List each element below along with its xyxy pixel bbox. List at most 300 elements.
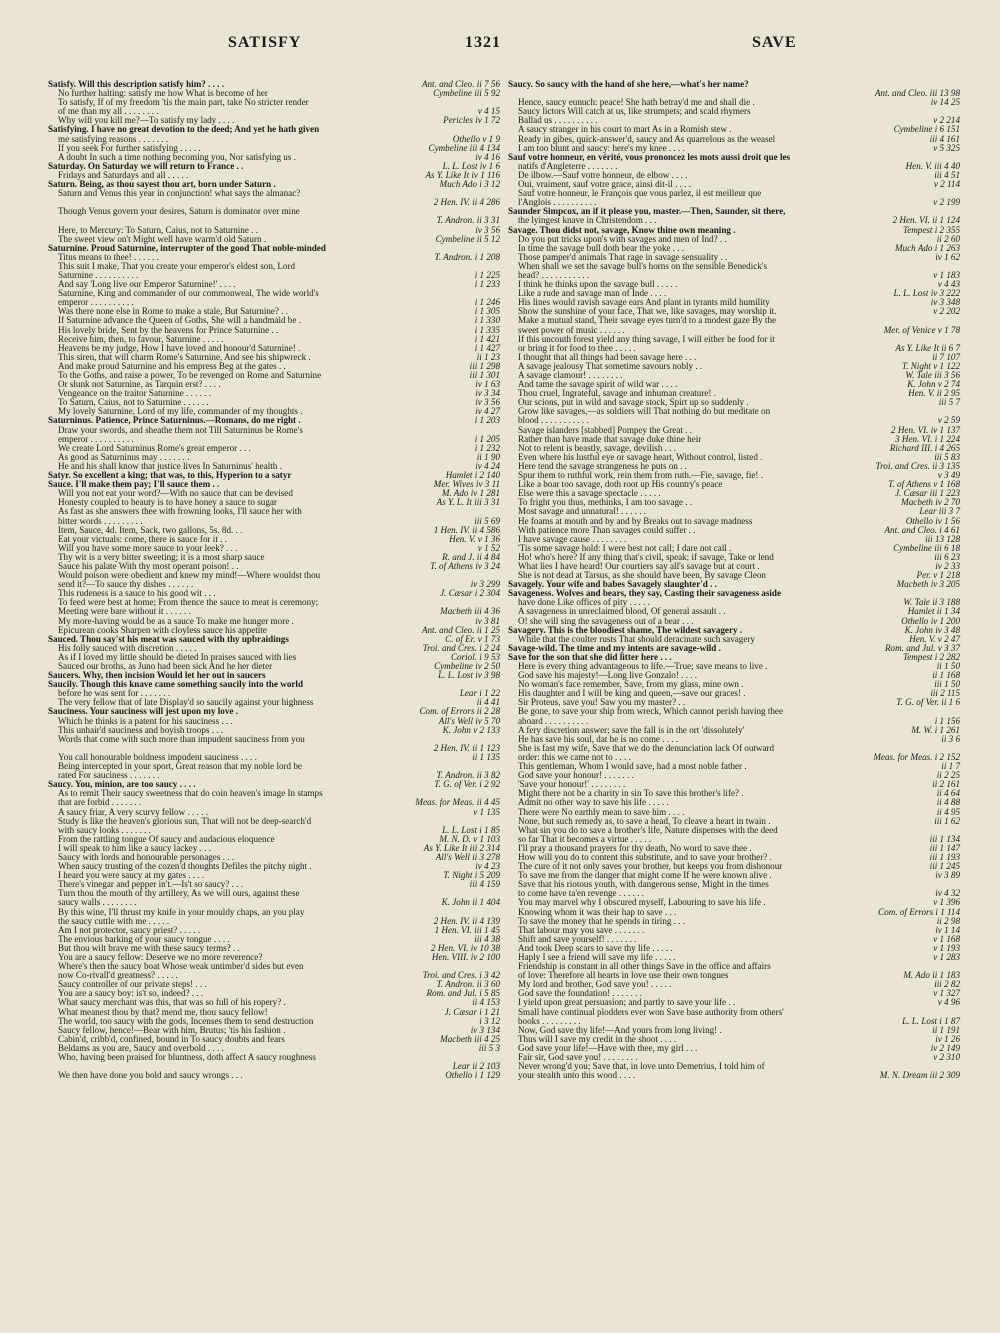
reference-citation: ii 1 23 [476, 351, 500, 362]
reference-citation: ii 2 161 [932, 779, 960, 790]
reference-citation: ii 2 25 [936, 770, 960, 781]
reference-citation: As Y. L. It iii 3 31 [436, 497, 500, 508]
quotation-text: As to remit Their saucy sweetness that do coin heaven's image In stamps [58, 788, 323, 799]
reference-citation: ii 4 153 [472, 997, 500, 1008]
quotation-text: to come have ta'en revenge . . . . . . [518, 888, 644, 899]
reference-citation: Lear iii 3 7 [919, 506, 960, 517]
quotation-text: that are forbid . . . . . . . [58, 797, 142, 808]
quotation-text: the lyingest knave in Christendom . . . [518, 215, 657, 226]
quotation-text: When shall we set the savage bull's horns on the sensible Benedick's [518, 260, 768, 271]
quotation-text: me satisfying reasons . . . . . . . [58, 133, 169, 144]
quotation-text: Sauce his palate With thy most operant poison! . . [58, 560, 239, 571]
reference-citation: L. L. Lost iv 3 222 [893, 288, 960, 299]
reference-citation: v 2 214 [933, 115, 960, 126]
quotation-text: Saucy. So saucy with the hand of she here,—what's her name? [508, 79, 749, 89]
reference-citation: iii 5 83 [934, 451, 960, 462]
quotation-text: By this wine, I'll thrust my knife in your mouldy chaps, an you play [58, 906, 305, 917]
quotation-line [48, 1053, 500, 1062]
quotation-text: Ho! who's here? If any thing that's civil, speak; if savage, Take or lend [518, 551, 774, 562]
quotation-text: Knowing whom it was their hap to save . . . [518, 906, 677, 917]
quotation-line [48, 189, 500, 198]
quotation-text: None, but such remedy as, to save a head, To cleave a heart in twain . [518, 815, 771, 826]
page-number: 1321 [465, 34, 501, 51]
reference-citation: Ant. and Cleo. ii 7 56 [421, 79, 500, 89]
quotation-text: God save the foundation! . . . . . . . [518, 988, 643, 999]
reference-citation: iii 1 62 [934, 815, 960, 826]
reference-citation: L. L. Lost iv 1 6 [442, 160, 500, 171]
quotation-text: Now, God save thy life!—And yours from long living! . [518, 1024, 722, 1035]
reference-citation: v 1 135 [473, 806, 500, 817]
reference-citation: T. Andron. ii 3 82 [436, 770, 500, 781]
reference-citation: Troi. and Cres. ii 3 135 [875, 460, 960, 471]
quotation-text: Item, Sauce, 4d. Item, Sack, two gallons, 5s. 8d. . . [58, 524, 243, 535]
reference-citation: i 1 232 [474, 442, 500, 453]
quotation-text: Draw your swords, and sheathe them not Till Saturninus be Rome's [58, 424, 303, 435]
quotation-text: Sir Proteus, save you! Saw you my master? . . [518, 697, 686, 708]
reference-citation: K. John iv 3 48 [904, 624, 960, 635]
reference-citation: iv 4 32 [935, 888, 960, 899]
reference-citation: T. G. of Ver. i 2 92 [434, 779, 500, 790]
reference-citation: iv 4 23 [475, 861, 500, 872]
reference-citation: K. John v 2 74 [907, 379, 960, 390]
quotation-text: Not to relent is beastly, savage, devilish . . . [518, 442, 677, 453]
reference-citation: M. N. D. v 1 103 [439, 833, 500, 844]
reference-citation: T. Night i 5 209 [443, 870, 500, 881]
quotation-text: l'Anglois . . . . . . . . . . [518, 197, 597, 208]
quotation-text: Would poison were obedient and knew my mind!—Where wouldst thou [58, 570, 321, 581]
quotation-text: When saucy trusting of the cozen'd thoughts Defiles the pitchy night . [58, 861, 312, 872]
reference-citation: 1 Hen. VI. iii 1 45 [434, 924, 500, 935]
reference-citation: M. N. Dream iii 2 309 [879, 1070, 960, 1081]
reference-citation: Ant. and Cleo. ii 1 25 [421, 624, 500, 635]
right-column [508, 80, 960, 1080]
reference-citation: T. Night v 1 122 [901, 360, 960, 371]
reference-citation: Lear ii 2 103 [452, 1061, 500, 1072]
quotation-text: His folly sauced with discretion . . . . . [58, 642, 197, 653]
quotation-text: Was there none else in Rome to make a stale, But Saturnine? . . [58, 306, 289, 317]
quotation-text: Epicurean cooks Sharpen with cloyless sauce his appetite [58, 624, 267, 635]
reference-citation: Macbeth iii 4 36 [440, 606, 500, 617]
quotation-text: There's vinegar and pepper in't.—Is't so saucy? . . . [58, 879, 243, 890]
reference-citation: J. Cæsar i 1 21 [444, 1006, 500, 1017]
quotation-text: Though Venus govern your desires, Saturn is dominator over mine [58, 206, 300, 217]
reference-citation: Richard III. i 4 265 [889, 442, 960, 453]
reference-citation: Tempest i 2 282 [902, 651, 960, 662]
reference-citation: Mer. of Venice v 1 78 [883, 324, 960, 335]
quotation-text: Admit no other way to save his life . . . . . [518, 797, 669, 808]
reference-citation: iv 1 14 [935, 924, 960, 935]
quotation-text: I thought that all things had been savage here . . . [518, 351, 697, 362]
reference-citation: v 5 325 [933, 142, 960, 153]
quotation-text: Shift and save yourself! . . . . . . . [518, 933, 637, 944]
reference-citation: Macbeth iv 2 70 [901, 497, 960, 508]
reference-citation: L. L. Lost i 1 85 [442, 824, 500, 835]
quotation-text: Am I not protector, saucy priest? . . . . . [58, 924, 201, 935]
reference-citation: L. L. Lost iv 3 98 [438, 670, 500, 681]
quotation-text: Spur them to ruthful work, rein them from ruth.—Fie, savage, fie! . [518, 470, 763, 481]
reference-citation: v 4 15 [477, 106, 500, 117]
quotation-text: Sauced. Thou say'st his meat was sauced with thy upbraidings [48, 633, 289, 644]
quotation-text: Saucy with lords and honourable personages . . . [58, 851, 235, 862]
reference-citation: iii 1 298 [469, 360, 500, 371]
reference-citation: i 1 233 [474, 279, 500, 290]
quotation-line [48, 735, 500, 744]
quotation-text: Heavens be my judge, How I have loved and honour'd Saturnine! . [58, 342, 301, 353]
quotation-text: I have savage cause . . . . . . . . [518, 533, 627, 544]
reference-citation: T. Andron. ii 3 60 [436, 979, 500, 990]
quotation-text: To feed were best at home; From thence the sauce to meat is ceremony; [58, 597, 319, 608]
quotation-text: Most savage and unnatural! . . . . . . [518, 506, 647, 517]
quotation-text: To save the money that he spends in tiring . . . [518, 915, 686, 926]
reference-citation: Othello i 1 129 [445, 1070, 500, 1081]
reference-citation: R. and J. ii 4 84 [442, 551, 500, 562]
reference-citation: iv 3 348 [930, 297, 960, 308]
reference-citation: ii 1 191 [932, 1024, 960, 1035]
quotation-text: What sin you do to save a brother's life, Nature dispenses with the deed [518, 824, 778, 835]
quotation-text: Sauce. I'll make them pay; I'll sauce them . . [48, 479, 220, 490]
quotation-text: Saturnine . . . . . . . . . . [58, 269, 139, 280]
quotation-text: of me than my all . . . . . . . . [58, 106, 159, 117]
quotation-text: My lovely Saturnine, Lord of my life, commander of my thoughts . [58, 406, 303, 417]
quotation-text: Thou cruel, Ingrateful, savage and inhuman creature! . [518, 388, 716, 399]
reference-citation: iii 5 69 [474, 515, 500, 526]
quotation-text: The very fellow that of late Display'd so saucily against your highness [58, 697, 314, 708]
reference-citation: i 1 203 [474, 415, 500, 426]
quotation-text: I yield upon great persuasion; and partly to save your life . . [518, 997, 736, 1008]
reference-citation: iii 6 23 [934, 551, 960, 562]
reference-citation: ii 4 64 [936, 788, 960, 799]
reference-citation: Othello v 1 9 [452, 133, 500, 144]
quotation-text: A savage jealousy That sometime savours nobly . . [518, 360, 703, 371]
reference-citation: 1 Hen. IV. ii 4 586 [433, 524, 500, 535]
reference-citation: ii 4 88 [936, 797, 960, 808]
reference-citation: ii 1 50 [936, 661, 960, 671]
reference-citation: T. G. of Ver. ii 1 6 [896, 697, 960, 708]
quotation-text: This unhair'd sauciness and boyish troops . . . [58, 724, 224, 735]
reference-citation: iii 1 134 [929, 833, 960, 844]
quotation-text: Savagely. Your wife and babes Savagely slaughter'd . . [508, 579, 717, 590]
quotation-text: Eat your victuals: come, there is sauce for it . . [58, 533, 227, 544]
quotation-text: This suit I make, That you create your emperor's eldest son, Lord [58, 260, 296, 271]
quotation-text: Thy wit is a very bitter sweeting; it is a most sharp sauce [58, 551, 265, 562]
quotation-text: Ballad us . . . . . . . . . . [518, 115, 598, 126]
reference-citation: 2 Hen. IV. ii 4 286 [433, 197, 500, 208]
quotation-line [508, 1071, 960, 1080]
quotation-text: Saucy. You, minion, are too saucy . . . . [48, 779, 196, 790]
quotation-text: What lies I have heard! Our courtiers say all's savage but at court . [518, 560, 760, 571]
reference-citation: ii 1 135 [472, 751, 500, 762]
reference-citation: Othello iv 1 200 [901, 615, 960, 626]
running-head-right: SAVE [752, 34, 797, 51]
reference-citation: Hen. V. v 2 47 [909, 633, 960, 644]
quotation-text: Sauf votre honneur, en vérité, vous prononcez les mots aussi droit que les [508, 151, 791, 162]
quotation-text: This rudeness is a sauce to his good wit . . . [58, 588, 216, 599]
quotation-text: Be gone, to save your ship from wreck, Which cannot perish having thee [518, 706, 783, 717]
quotation-text: We then have done you bold and saucy wrongs . . . [58, 1070, 243, 1081]
quotation-text: His daughter and I will be king and queen,—save our graces! . [518, 688, 746, 699]
quotation-text: Honesty coupled to beauty is to have honey a sauce to sugar [58, 497, 277, 508]
reference-citation: Cymbeline ii 5 12 [435, 233, 500, 244]
reference-citation: i 1 427 [474, 342, 500, 353]
reference-citation: iii 2 82 [934, 979, 960, 990]
reference-citation: iv 2 33 [935, 560, 960, 571]
quotation-text: And say 'Long live our Emperor Saturnine!' . . . . [58, 279, 236, 290]
quotation-text: Might there not be a charity in sin To save this brother's life? . [518, 788, 744, 799]
reference-citation: i 1 421 [474, 333, 500, 344]
reference-citation: iii 1 50 [934, 679, 960, 690]
quotation-text: I heard you were saucy at my gates . . . . [58, 870, 205, 881]
quotation-text: You call honourable boldness impudent sauciness . . . . [58, 751, 257, 762]
reference-citation: iv 14 25 [930, 97, 960, 108]
reference-citation: v 2 199 [933, 197, 960, 208]
quotation-text: He and his shall know that justice lives In Saturninus' health . [58, 460, 282, 471]
quotation-text: He has save his soul, dat he is no come . . . . [518, 733, 679, 744]
quotation-text: To satisfy, If of my freedom 'tis the main part, take No stricter render [58, 97, 309, 108]
reference-citation: Macbeth iv 3 205 [896, 579, 960, 590]
reference-citation: Meas. for Meas. ii 4 45 [415, 797, 500, 808]
reference-citation: iii 13 128 [925, 533, 960, 544]
quotation-text: Turn thou the mouth of thy artillery, As we will ours, against these [58, 888, 300, 899]
quotation-text: Save that his riotous youth, with dangerous sense, Might in the times [518, 879, 769, 890]
reference-citation: iv 3 56 [475, 397, 500, 408]
reference-citation: Cymbeline iv 2 50 [434, 661, 500, 671]
reference-citation: v 1 52 [477, 542, 500, 553]
reference-citation: iv 3 34 [475, 388, 500, 399]
reference-citation: Rom. and Jul. i 5 85 [426, 988, 500, 999]
reference-citation: Com. of Errors ii 2 28 [419, 706, 500, 717]
reference-citation: iv 3 56 [475, 224, 500, 235]
quotation-text: What saucy merchant was this, that was so full of his ropery? . [58, 997, 286, 1008]
quotation-text: Never wrong'd you; Save that, in love unto Demetrius, I told him of [518, 1061, 765, 1072]
quotation-text: the saucy cuttle with me . . . . . [58, 915, 170, 926]
quotation-text: A saucy friar, A very scurvy fellow . . . . . [58, 806, 208, 817]
quotation-text: Rather than have made that savage duke thine heir [518, 433, 702, 444]
quotation-text: Will you have some more sauce to your leek? . . . [58, 542, 238, 553]
reference-citation: As Y. Like It iii 2 314 [423, 842, 500, 853]
reference-citation: ii 4 41 [476, 697, 500, 708]
reference-citation: iv 3 134 [470, 1024, 500, 1035]
quotation-text: In time the savage bull doth bear the yoke . . . [518, 242, 685, 253]
reference-citation: Meas. for Meas. i 2 152 [873, 751, 960, 762]
reference-citation: Hen. V. ii 2 95 [908, 388, 960, 399]
reference-citation: Tempest i 2 355 [902, 224, 960, 235]
quotation-text: Here, to Mercury: To Saturn, Caius, not to Saturnine . . [58, 224, 258, 235]
quotation-text: You are a saucy boy: is't so, indeed? . . . [58, 988, 204, 999]
reference-citation: C. of Er. v 1 73 [445, 633, 500, 644]
quotation-text: aboard . . . . . . . . . . [518, 715, 589, 726]
quotation-text: Else were this a savage spectacle . . . . . [518, 488, 661, 499]
quotation-text: The world, too saucy with the gods, Incenses them to send destruction [58, 1015, 314, 1026]
reference-citation: v 1 193 [933, 942, 960, 953]
reference-citation: iii 1 245 [929, 861, 960, 872]
quotation-text: His lovely bride, Sent by the heavens for Prince Saturnine . . [58, 324, 279, 335]
quotation-text: Like a boar too savage, doth root up His country's peace [518, 479, 723, 490]
quotation-text: Even where his lustful eye or savage heart, Without control, listed . [518, 451, 763, 462]
reference-citation: Hen. V. v 1 36 [449, 533, 500, 544]
quotation-text: What meanest thou by that? mend me, thou saucy fellow! [58, 1006, 268, 1017]
reference-citation: Troi. and Cres. i 3 42 [422, 970, 500, 981]
quotation-text: Sauciness. Your sauciness will jest upon my love . [48, 706, 238, 717]
quotation-text: This siren, that will charm Rome's Saturnine, And see his shipwreck . [58, 351, 311, 362]
reference-citation: Per. v 1 218 [916, 570, 960, 581]
quotation-text: Saucy fellow, hence!—Bear with him, Brutus; 'tis his fashion . [58, 1024, 286, 1035]
reference-citation: Othello iv 1 56 [905, 515, 960, 526]
reference-citation: iv 1 62 [935, 251, 960, 262]
quotation-text: This gentleman, Whom I would save, had a most noble father . [518, 761, 747, 772]
reference-citation: iv 4 27 [475, 406, 500, 417]
quotation-text: How will you do to content this substitute, and to save your brother? . [518, 851, 772, 862]
quotation-text: Here tend the savage strangeness he puts on . . [518, 460, 687, 471]
quotation-text: Savage. Thou didst not, savage, Know thine own meaning . [508, 224, 736, 235]
quotation-text: your stealth unto this wood . . . . [518, 1070, 636, 1081]
reference-citation: v 4 43 [937, 279, 960, 290]
reference-citation: W. Tale iii 3 56 [905, 370, 960, 380]
quotation-text: God save your honour! . . . . . . . [518, 770, 634, 781]
reference-citation: i 3 12 [479, 1015, 500, 1026]
quotation-text: head? . . . . . . . . . . . [518, 269, 590, 280]
reference-citation: ii 7 107 [932, 351, 960, 362]
reference-citation: iii 5 7 [938, 397, 960, 408]
quotation-text: God save your life!—Have with thee, my girl . . . [518, 1042, 698, 1053]
reference-citation: Much Ado i 1 263 [895, 242, 960, 253]
quotation-text: Oui, vraiment, sauf votre grace, ainsi dit-il . . . . [518, 179, 691, 190]
reference-citation: iii 4 159 [469, 879, 500, 890]
reference-citation: iv 3 81 [475, 615, 500, 626]
quotation-text: now Co-rivall'd greatness? . . . . . [58, 970, 178, 981]
quotation-text: And make proud Saturnine and his empress Beg at the gates . . [58, 360, 286, 371]
reference-citation: All's Well ii 3 278 [435, 851, 500, 862]
reference-citation: i 1 330 [474, 315, 500, 326]
quotation-text: 'Save your honour!' . . . . . . . . [518, 779, 626, 790]
quotation-text: Fair sir, God save you! . . . . . . . . [518, 1052, 638, 1063]
quotation-text: Saturnine. Proud Saturnine, interrupter of the good That noble-minded [48, 242, 326, 253]
quotation-text: Our scions, put in wild and savage stock, Spirt up so suddenly . [518, 397, 749, 408]
reference-citation: 2 Hen. VI. iv 10 38 [431, 942, 500, 953]
quotation-text: saucy walls . . . . . . . . [58, 897, 137, 908]
reference-citation: Mer. Wives iv 3 11 [433, 479, 500, 490]
reference-citation: L. L. Lost i 1 87 [902, 1015, 960, 1026]
quotation-text: My lord and brother, God save you! . . . . . [518, 979, 672, 990]
reference-citation: ii 1 90 [476, 451, 500, 462]
quotation-text: natifs d'Angleterre . . . . . . . [518, 160, 618, 171]
quotation-text: Or slunk not Saturnine, as Tarquin erst? . . . . [58, 379, 221, 390]
reference-citation: 2 Hen. VI. ii 1 124 [892, 215, 960, 226]
reference-citation: M. Ado ii 1 183 [903, 970, 960, 981]
quotation-text: rated For sauciness . . . . . . . [58, 770, 160, 781]
quotation-text: Beldams as you are, Saucy and overbold . . . . [58, 1042, 224, 1053]
reference-citation: v 2 114 [933, 179, 960, 190]
quotation-text: No woman's face remember, Save, from my glass, mine own . [518, 679, 744, 690]
quotation-text: You may marvel why I obscured myself, Labouring to save his life . [518, 897, 766, 908]
reference-citation: v 1 183 [933, 269, 960, 280]
quotation-text: Saturn. Being, as thou sayest thou art, born under Saturn . [48, 179, 276, 190]
quotation-text: I'll pray a thousand prayers for thy death, No word to save thee . [518, 842, 752, 853]
quotation-text: Friendship is constant in all other things Save in the office and affairs [518, 961, 771, 972]
quotation-text: Vengeance on the traitor Saturnine . . . . . . [58, 388, 212, 399]
quotation-text: Saturnine, King and commander of our commonweal, The wide world's [58, 288, 319, 299]
quotation-text: I will speak to him like a saucy lackey . . . [58, 842, 212, 853]
reference-citation: Rom. and Jul. v 3 37 [884, 642, 960, 653]
quotation-text: Where's then the saucy boat Whose weak untimber'd sides but even [58, 961, 304, 972]
reference-citation: All's Well iv 5 70 [438, 715, 500, 726]
reference-citation: Cymbeline i 6 151 [893, 124, 960, 135]
quotation-line [48, 1071, 500, 1080]
quotation-text: De ilbow.—Sauf votre honneur, de elbow . . . . [518, 169, 688, 180]
quotation-text: Save for the son that she did litter here . . . [508, 651, 672, 662]
quotation-text: Titus means to thee! . . . . . . [58, 251, 159, 262]
reference-citation: 3 Hen. VI. i 1 224 [895, 433, 960, 444]
reference-citation: Lear i 1 22 [459, 688, 500, 699]
reference-citation: iii 4 161 [929, 133, 960, 144]
reference-citation: 2 Hen. VI. iv 1 137 [891, 424, 960, 435]
reference-citation: Hen. VIII. iv 2 100 [431, 952, 500, 962]
quotation-text: God save his majesty!—Long live Gonzalo! . . . . [518, 670, 698, 681]
reference-citation: v 1 327 [933, 988, 960, 999]
reference-citation: Com. of Errors i 1 114 [878, 906, 960, 917]
quotation-text: bitter words . . . . . . . . . [58, 515, 143, 526]
reference-citation: Pericles iv 1 72 [443, 115, 500, 126]
reference-citation: v 3 49 [937, 470, 960, 481]
reference-citation: iii 4 51 [934, 169, 960, 180]
quotation-text: Hence, saucy eunuch: peace! She hath betray'd me and shall die . [518, 97, 755, 108]
quotation-text: I think he thinks upon the savage bull . . . . . [518, 279, 678, 290]
reference-citation: iv 3 299 [470, 579, 500, 590]
quotation-text: or bring it for food to thee . . . . . [518, 342, 636, 353]
quotation-text: Who, having been praised for bluntness, doth affect A saucy roughness [58, 1052, 316, 1063]
quotation-text: Saucy lictors Will catch at us, like strumpets; and scald rhymers [518, 106, 751, 117]
reference-citation: T. Andron. i 1 208 [434, 251, 500, 262]
quotation-text: Do you put tricks upon's with savages and men of Ind? . . [518, 233, 727, 244]
quotation-text: From the rattling tongue Of saucy and audacious eloquence [58, 833, 275, 844]
reference-citation: M. W. i 1 261 [911, 724, 960, 735]
quotation-text: Savage islanders [stabbed] Pompey the Great . . [518, 424, 692, 435]
left-column [48, 80, 500, 1080]
quotation-text: He foams at mouth and by and by Breaks out to savage madness [518, 515, 753, 526]
quotation-text: That labour may you save . . . . . . . [518, 924, 645, 935]
quotation-text: Small have continual plodders ever won Save base authority from others' [518, 1006, 784, 1017]
reference-citation: v 2 310 [933, 1052, 960, 1063]
reference-citation: i 1 205 [474, 433, 500, 444]
reference-citation: i 1 246 [474, 297, 500, 308]
quotation-text: Saucers. Why, then incision Would let her out in saucers [48, 670, 266, 681]
quotation-text: The sweet view on't Might well have warm'd old Saturn . [58, 233, 267, 244]
quotation-text: Sauf votre honneur, le François que vous parlez, il est meilleur que [518, 188, 762, 199]
reference-citation: ii 2 98 [936, 915, 960, 926]
reference-citation: Ant. and Cleo. iii 13 98 [874, 88, 960, 99]
quotation-text: before he was sent for . . . . . . . [58, 688, 171, 699]
quotation-text: My more-having would be as a sauce To make me hunger more . [58, 615, 294, 626]
reference-citation: W. Tale ii 3 188 [903, 597, 960, 608]
quotation-text: Savage-wild. The time and my intents are savage-wild . [508, 642, 721, 653]
reference-citation: K. John ii 1 404 [441, 897, 500, 908]
quotation-text: Saucy controller of our private steps! . . . [58, 979, 207, 990]
quotation-text: With patience more Than savages could suffer . . [518, 524, 696, 535]
quotation-text: She is not dead at Tarsus, as she should have been, By savage Cleon [518, 570, 766, 581]
reference-citation: Hamlet i 2 140 [445, 470, 500, 481]
reference-citation: iv 1 26 [935, 1033, 960, 1044]
quotation-text: If Saturnine advance the Queen of Goths, She will a handmaid be . [58, 315, 301, 326]
quotation-text: A doubt In such a time nothing becoming you, Nor satisfying us . [58, 151, 296, 162]
reference-citation: Much Ado i 3 12 [439, 179, 500, 190]
reference-citation: ii 4 95 [936, 806, 960, 817]
quotation-text: Receive him, then, to favour, Saturnine . . . . . [58, 333, 224, 344]
quotation-text: You are a saucy fellow: Deserve we no more reverence? [58, 952, 263, 962]
reference-citation: iii 5 3 [478, 1042, 500, 1053]
quotation-text: A savageness in unreclaimed blood, Of general assault . . [518, 606, 726, 617]
running-head-left: SATISFY [228, 34, 302, 51]
reference-citation: iv 3 89 [935, 870, 960, 881]
reference-citation: ii 3 6 [941, 733, 960, 744]
